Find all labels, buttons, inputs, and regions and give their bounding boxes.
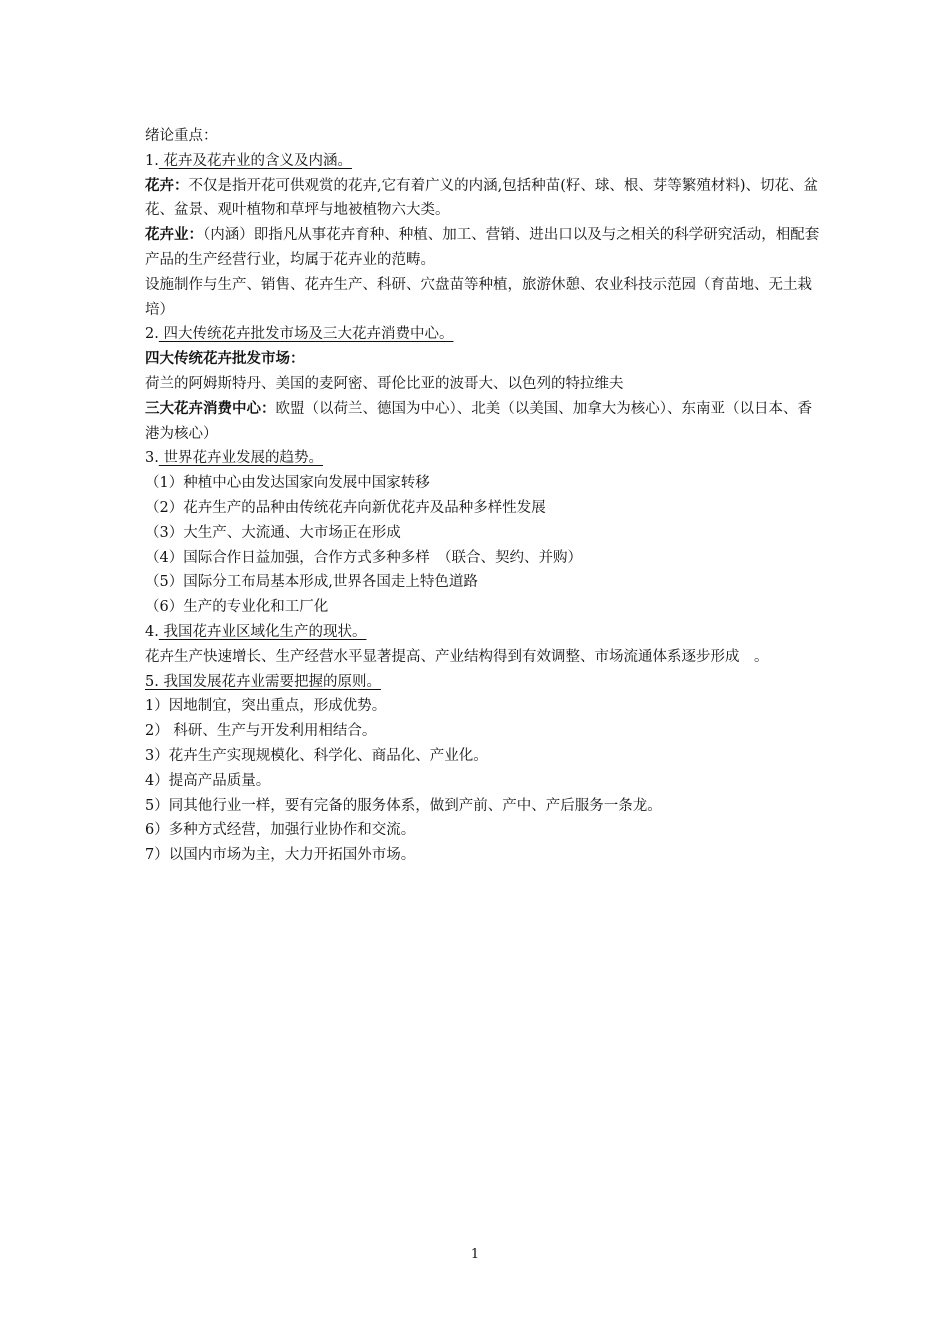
section-3-heading xyxy=(145,446,825,471)
list-item: （1）种植中心由发达国家向发展中国家转移 xyxy=(145,475,430,492)
section-1-heading xyxy=(145,149,825,174)
consumption-centers-text: 欧盟（以荷兰、德国为中心）、北美（以美国、加拿大为核心）、东南亚（以日本、香港为核心） xyxy=(145,400,812,442)
section-2-number: 2. xyxy=(145,326,159,343)
doc-heading: 绪论重点： xyxy=(145,128,218,144)
section-1-title: 花卉及花卉业的含义及内涵。 xyxy=(158,152,352,169)
list-item: （5）国际分工布局基本形成,世界各国走上特色道路 xyxy=(145,574,478,591)
definition-flower-industry xyxy=(145,223,825,273)
section-4-number: 4. xyxy=(145,623,159,640)
section-2-heading xyxy=(145,322,825,347)
markets-term: 四大传统花卉批发市场： xyxy=(145,350,305,368)
list-item: （6）生产的专业化和工厂化 xyxy=(145,599,329,616)
list-item: 5）同其他行业一样，要有完备的服务体系，做到产前、产中、产后服务一条龙。 xyxy=(145,797,662,814)
definition-flower xyxy=(145,174,825,224)
list-item: 7）以国内市场为主，大力开拓国外市场。 xyxy=(145,847,416,864)
document-body xyxy=(145,124,825,868)
section-3-number: 3. xyxy=(145,450,159,467)
consumption-centers-term: 三大花卉消费中心： xyxy=(145,399,276,417)
section-4-text: 花卉生产快速增长、生产经营水平显著提高、产业结构得到有效调整、市场流通体系逐步形成 。 xyxy=(145,648,769,665)
section-4-title: 我国花卉业区域化生产的现状。 xyxy=(158,623,367,640)
section-4-heading xyxy=(145,620,825,645)
list-item: 4）提高产品质量。 xyxy=(145,772,271,789)
section-3-title: 世界花卉业发展的趋势。 xyxy=(158,450,323,467)
definition-flower-term: 花卉： xyxy=(145,176,189,194)
section-1-number: 1. xyxy=(145,152,159,169)
list-item: 2） 科研、生产与开发利用相结合。 xyxy=(145,723,377,740)
list-item: （4）国际合作日益加强，合作方式多种多样 （联合、契约、并购） xyxy=(145,549,582,566)
definition-flower-industry-term: 花卉业： xyxy=(145,226,203,244)
section-5-title: 5. 我国发展花卉业需要把握的原则。 xyxy=(145,673,381,690)
list-item: 3）花卉生产实现规模化、科学化、商品化、产业化。 xyxy=(145,747,488,764)
list-item: 6）多种方式经营，加强行业协作和交流。 xyxy=(145,822,416,839)
definition-flower-text: 不仅是指开花可供观赏的花卉,它有着广义的内涵,包括种苗(籽、球、根、芽等繁殖材料)、切花、盆花、盆景、观叶植物和草坪与地被植物六大类。 xyxy=(145,177,819,219)
definition-flower-industry-text: （内涵）即指凡从事花卉育种、种植、加工、营销、进出口以及与之相关的科学研究活动，相配套产品的生产经营行业，均属于花卉业的范畴。 xyxy=(145,227,820,268)
consumption-centers xyxy=(145,397,825,447)
section-2-title: 四大传统花卉批发市场及三大花卉消费中心。 xyxy=(158,326,454,343)
section-1-extra: 设施制作与生产、销售、花卉生产、科研、穴盘苗等种植，旅游休憩、农业科技示范园（育苗地、无土栽培） xyxy=(145,276,812,318)
page-number: 1 xyxy=(470,1247,480,1262)
markets-text: 荷兰的阿姆斯特丹、美国的麦阿密、哥伦比亚的波哥大、以色列的特拉维夫 xyxy=(145,375,624,392)
list-item: （2）花卉生产的品种由传统花卉向新优花卉及品种多样性发展 xyxy=(145,499,546,516)
list-item: （3）大生产、大流通、大市场正在形成 xyxy=(145,524,401,541)
list-item: 1）因地制宜，突出重点，形成优势。 xyxy=(145,698,387,715)
